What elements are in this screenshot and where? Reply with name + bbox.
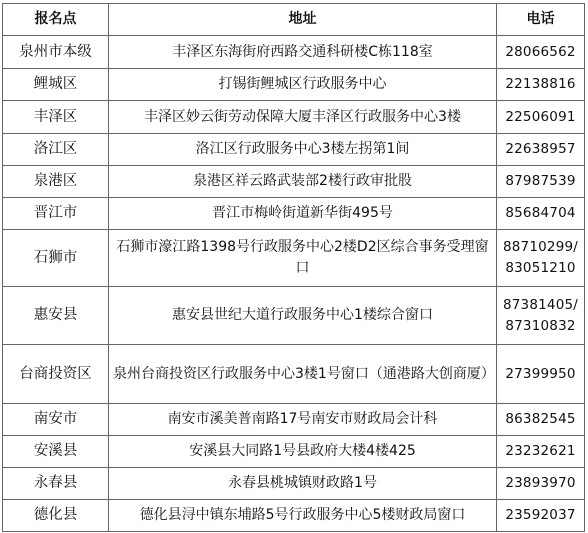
phone-cell: 27399950 bbox=[497, 345, 585, 404]
address-cell: 石狮市濠江路1398号行政服务中心2楼D2区综合事务受理窗口 bbox=[109, 230, 497, 287]
header-phone: 电话 bbox=[497, 4, 585, 36]
address-cell: 德化县浔中镇东埔路5号行政服务中心5楼财政局窗口 bbox=[109, 500, 497, 532]
phone-cell: 23232621 bbox=[497, 436, 585, 468]
district-cell: 台商投资区 bbox=[3, 345, 109, 404]
district-cell: 石狮市 bbox=[3, 230, 109, 287]
table-row bbox=[3, 404, 585, 436]
table-row bbox=[3, 134, 585, 166]
district-cell: 惠安县 bbox=[3, 287, 109, 345]
phone-cell: 22138816 bbox=[497, 69, 585, 101]
table-row bbox=[3, 69, 585, 101]
phone-cell: 88710299/83051210 bbox=[497, 230, 585, 287]
phone-cell: 87987539 bbox=[497, 166, 585, 198]
address-cell: 洛江区行政服务中心3楼左拐第1间 bbox=[109, 134, 497, 166]
district-cell: 安溪县 bbox=[3, 436, 109, 468]
table-row bbox=[3, 36, 585, 69]
table-row bbox=[3, 230, 585, 287]
phone-cell: 87381405/87310832 bbox=[497, 287, 585, 345]
district-cell: 晋江市 bbox=[3, 198, 109, 230]
phone-cell: 23592037 bbox=[497, 500, 585, 532]
address-cell: 南安市溪美普南路17号南安市财政局会计科 bbox=[109, 404, 497, 436]
table-row bbox=[3, 436, 585, 468]
phone-cell: 28066562 bbox=[497, 36, 585, 69]
header-address: 地址 bbox=[109, 4, 497, 36]
table-row bbox=[3, 345, 585, 404]
phone-cell: 86382545 bbox=[497, 404, 585, 436]
address-cell: 惠安县世纪大道行政服务中心1楼综合窗口 bbox=[109, 287, 497, 345]
table-row bbox=[3, 101, 585, 134]
district-cell: 永春县 bbox=[3, 468, 109, 500]
phone-cell: 23893970 bbox=[497, 468, 585, 500]
address-cell: 泉港区祥云路武装部2楼行政审批股 bbox=[109, 166, 497, 198]
table-row bbox=[3, 500, 585, 532]
district-cell: 丰泽区 bbox=[3, 101, 109, 134]
table-row bbox=[3, 166, 585, 198]
phone-cell: 22638957 bbox=[497, 134, 585, 166]
table-row bbox=[3, 287, 585, 345]
table-header-row bbox=[3, 4, 585, 36]
phone-cell: 22506091 bbox=[497, 101, 585, 134]
district-cell: 泉港区 bbox=[3, 166, 109, 198]
district-cell: 南安市 bbox=[3, 404, 109, 436]
district-cell: 洛江区 bbox=[3, 134, 109, 166]
address-cell: 泉州台商投资区行政服务中心3楼1号窗口（通港路大创商厦） bbox=[109, 345, 497, 404]
address-cell: 打锡街鲤城区行政服务中心 bbox=[109, 69, 497, 101]
district-cell: 德化县 bbox=[3, 500, 109, 532]
header-registration-point: 报名点 bbox=[3, 4, 109, 36]
address-cell: 丰泽区东海街府西路交通科研楼C栋118室 bbox=[109, 36, 497, 69]
district-cell: 鲤城区 bbox=[3, 69, 109, 101]
address-cell: 永春县桃城镇财政路1号 bbox=[109, 468, 497, 500]
address-cell: 晋江市梅岭街道新华街495号 bbox=[109, 198, 497, 230]
table-row bbox=[3, 468, 585, 500]
table-row bbox=[3, 198, 585, 230]
address-cell: 丰泽区妙云街劳动保障大厦丰泽区行政服务中心3楼 bbox=[109, 101, 497, 134]
address-cell: 安溪县大同路1号县政府大楼4楼425 bbox=[109, 436, 497, 468]
district-cell: 泉州市本级 bbox=[3, 36, 109, 69]
registration-points-table bbox=[2, 3, 585, 532]
phone-cell: 85684704 bbox=[497, 198, 585, 230]
